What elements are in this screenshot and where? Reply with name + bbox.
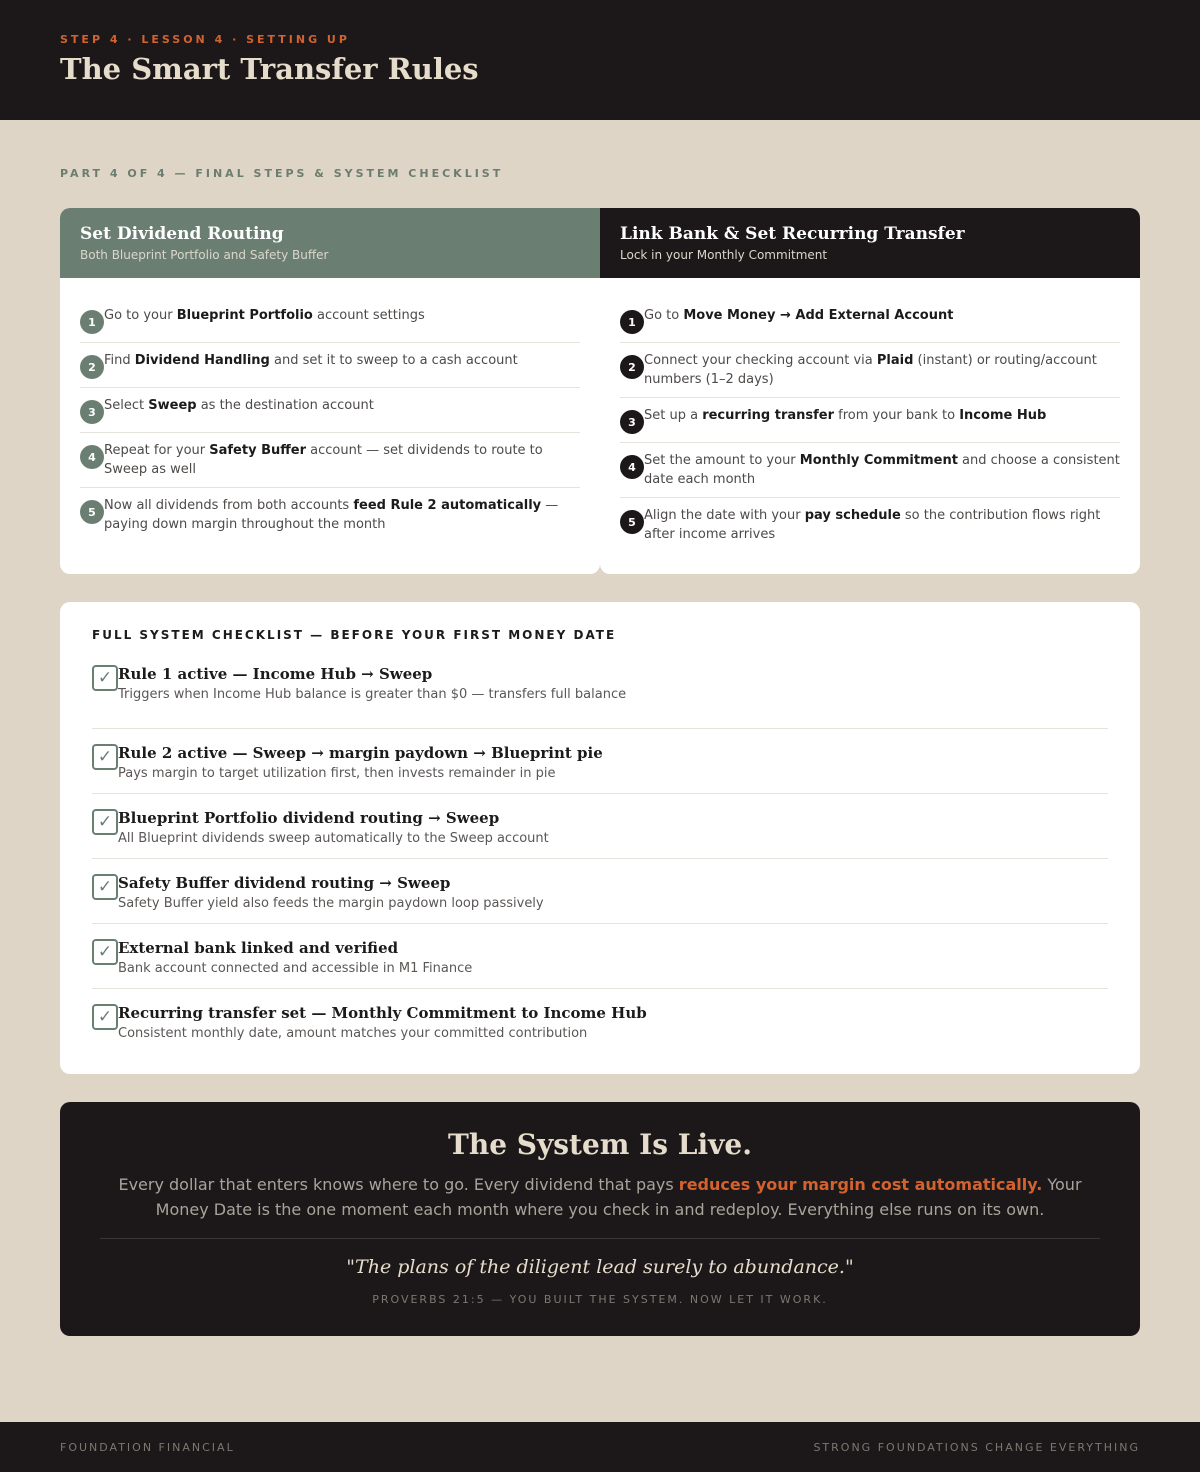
step-emphasis: Income Hub <box>959 408 1047 423</box>
step-text-part: account settings <box>312 308 425 323</box>
step-text-part: Go to your <box>104 308 177 323</box>
step-emphasis: feed Rule 2 automatically <box>353 498 542 513</box>
checklist-item-title: External bank linked and verified <box>118 939 399 957</box>
step-text <box>104 396 374 415</box>
step-emphasis: Monthly Commitment <box>799 453 958 468</box>
step-text <box>104 441 580 479</box>
checkbox-checked-icon[interactable]: ✓ <box>92 809 118 835</box>
system-live-panel <box>60 1102 1140 1336</box>
step-emphasis: Move Money → Add External Account <box>683 308 954 323</box>
live-title: The System Is Live. <box>448 1128 752 1161</box>
step-item <box>620 298 1120 343</box>
page-title: The Smart Transfer Rules <box>60 52 479 86</box>
step-text-part: account — set dividends to route to Sweep as well <box>104 443 543 477</box>
card-header <box>600 208 1140 278</box>
step-number-badge: 3 <box>620 410 644 434</box>
card-title: Set Dividend Routing <box>80 224 284 244</box>
card-title: Link Bank & Set Recurring Transfer <box>620 224 965 244</box>
step-text-part: Now all dividends from both accounts <box>104 498 354 513</box>
step-text <box>104 496 580 534</box>
card-subtitle: Both Blueprint Portfolio and Safety Buffer <box>80 248 329 262</box>
checkbox-checked-icon[interactable]: ✓ <box>92 874 118 900</box>
step-text-part: Go to <box>644 308 684 323</box>
checklist-item-desc: Pays margin to target utilization first, then invests remainder in pie <box>118 766 556 781</box>
step-number-badge: 4 <box>80 445 104 469</box>
step-number-badge: 1 <box>620 310 644 334</box>
dividend-routing-card <box>60 208 600 574</box>
card-header <box>60 208 600 278</box>
step-item <box>620 498 1120 552</box>
step-emphasis: recurring transfer <box>702 408 835 423</box>
link-bank-card <box>600 208 1140 574</box>
step-text-part: Repeat for your <box>104 443 210 458</box>
step-item <box>620 343 1120 398</box>
part-label: PART 4 OF 4 — FINAL STEPS & SYSTEM CHECKLIST <box>60 167 504 180</box>
step-text-part: as the destination account <box>196 398 374 413</box>
checklist-item-desc: All Blueprint dividends sweep automatically to the Sweep account <box>118 831 549 846</box>
step-emphasis: Safety Buffer <box>209 443 307 458</box>
checklist-item <box>92 924 1108 989</box>
step-number-badge: 2 <box>620 355 644 379</box>
step-item <box>620 398 1120 443</box>
step-number-badge: 5 <box>80 500 104 524</box>
step-text <box>644 506 1120 544</box>
footer-tagline: STRONG FOUNDATIONS CHANGE EVERYTHING <box>813 1441 1140 1454</box>
checklist-item-desc: Consistent monthly date, amount matches your committed contribution <box>118 1026 588 1041</box>
checklist-item-desc: Triggers when Income Hub balance is greater than $0 — transfers full balance <box>118 687 627 702</box>
step-number-badge: 1 <box>80 310 104 334</box>
checklist-item <box>92 729 1108 794</box>
step-list <box>60 278 600 542</box>
step-emphasis: Sweep <box>148 398 197 413</box>
page-header <box>0 0 1200 120</box>
checklist-item-desc: Bank account connected and accessible in M1 Finance <box>118 961 473 976</box>
step-item <box>80 488 580 542</box>
checkbox-checked-icon[interactable]: ✓ <box>92 665 118 691</box>
checklist-item <box>92 989 1108 1054</box>
step-cards <box>60 208 1140 574</box>
step-emphasis: Blueprint Portfolio <box>176 308 313 323</box>
step-emphasis: Plaid <box>876 353 914 368</box>
step-text-part: from your bank to <box>834 408 960 423</box>
checklist-item-title: Rule 1 active — Income Hub → Sweep <box>118 665 433 683</box>
step-number-badge: 2 <box>80 355 104 379</box>
checkbox-checked-icon[interactable]: ✓ <box>92 1004 118 1030</box>
step-text <box>644 406 1046 425</box>
card-subtitle: Lock in your Monthly Commitment <box>620 248 828 262</box>
checklist-item <box>92 664 1108 729</box>
checklist-item-text <box>118 873 544 913</box>
step-text <box>644 451 1120 489</box>
checkbox-checked-icon[interactable]: ✓ <box>92 939 118 965</box>
step-item <box>80 433 580 488</box>
step-text-part: and choose a consistent date each month <box>644 453 1120 487</box>
lesson-eyebrow: STEP 4 · LESSON 4 · SETTING UP <box>60 33 350 46</box>
checklist-item <box>92 794 1108 859</box>
live-body <box>110 1172 1090 1222</box>
footer-brand: FOUNDATION FINANCIAL <box>60 1441 235 1454</box>
quote-citation: PROVERBS 21:5 — YOU BUILT THE SYSTEM. NOW LET IT WORK. <box>372 1293 828 1306</box>
step-number-badge: 4 <box>620 455 644 479</box>
checklist-items <box>92 664 1108 1054</box>
checklist-item-text <box>118 664 626 704</box>
step-text-part: (instant) or routing/account numbers (1–2 days) <box>644 353 1097 387</box>
checklist-item-text <box>118 808 549 848</box>
checklist-item-title: Rule 2 active — Sweep → margin paydown → Blueprint pie <box>118 744 603 762</box>
step-text-part: and set it to sweep to a cash account <box>269 353 518 368</box>
checklist-item-text <box>118 1003 647 1043</box>
checklist-title: FULL SYSTEM CHECKLIST — BEFORE YOUR FIRST MONEY DATE <box>92 628 617 642</box>
checklist-item-title: Safety Buffer dividend routing → Sweep <box>118 874 451 892</box>
checkbox-checked-icon[interactable]: ✓ <box>92 744 118 770</box>
divider <box>100 1238 1100 1239</box>
checklist-item <box>92 859 1108 924</box>
live-body-text: Your Money Date is the one moment each month where you check in and redeploy. Everything else runs on its own. <box>155 1175 1082 1219</box>
step-text-part: so the contribution flows right after income arrives <box>644 508 1101 542</box>
step-emphasis: Dividend Handling <box>134 353 270 368</box>
step-text-part: Align the date with your <box>644 508 805 523</box>
step-text-part: Set the amount to your <box>644 453 800 468</box>
step-text <box>644 306 953 325</box>
step-number-badge: 5 <box>620 510 644 534</box>
step-item <box>620 443 1120 498</box>
checklist-item-text <box>118 938 472 978</box>
step-list <box>600 278 1140 552</box>
step-text-part: — paying down margin throughout the month <box>104 498 559 532</box>
page-footer <box>0 1422 1200 1472</box>
step-number-badge: 3 <box>80 400 104 424</box>
checklist-item-title: Blueprint Portfolio dividend routing → Sweep <box>118 809 500 827</box>
system-checklist <box>60 602 1140 1074</box>
step-item <box>80 388 580 433</box>
step-item <box>80 343 580 388</box>
checklist-item-text <box>118 743 603 783</box>
scripture-quote: "The plans of the diligent lead surely to abundance." <box>346 1256 854 1278</box>
step-item <box>80 298 580 343</box>
step-emphasis: pay schedule <box>804 508 901 523</box>
checklist-item-desc: Safety Buffer yield also feeds the margin paydown loop passively <box>118 896 544 911</box>
step-text-part: Connect your checking account via <box>644 353 877 368</box>
step-text-part: Set up a <box>644 408 703 423</box>
step-text <box>644 351 1120 389</box>
step-text <box>104 306 425 325</box>
step-text-part: Select <box>104 398 149 413</box>
step-text <box>104 351 518 370</box>
live-body-text: Every dollar that enters knows where to go. Every dividend that pays <box>118 1175 679 1194</box>
checklist-item-title: Recurring transfer set — Monthly Commitment to Income Hub <box>118 1004 647 1022</box>
step-text-part: Find <box>104 353 135 368</box>
live-body-accent: reduces your margin cost automatically. <box>678 1175 1043 1194</box>
